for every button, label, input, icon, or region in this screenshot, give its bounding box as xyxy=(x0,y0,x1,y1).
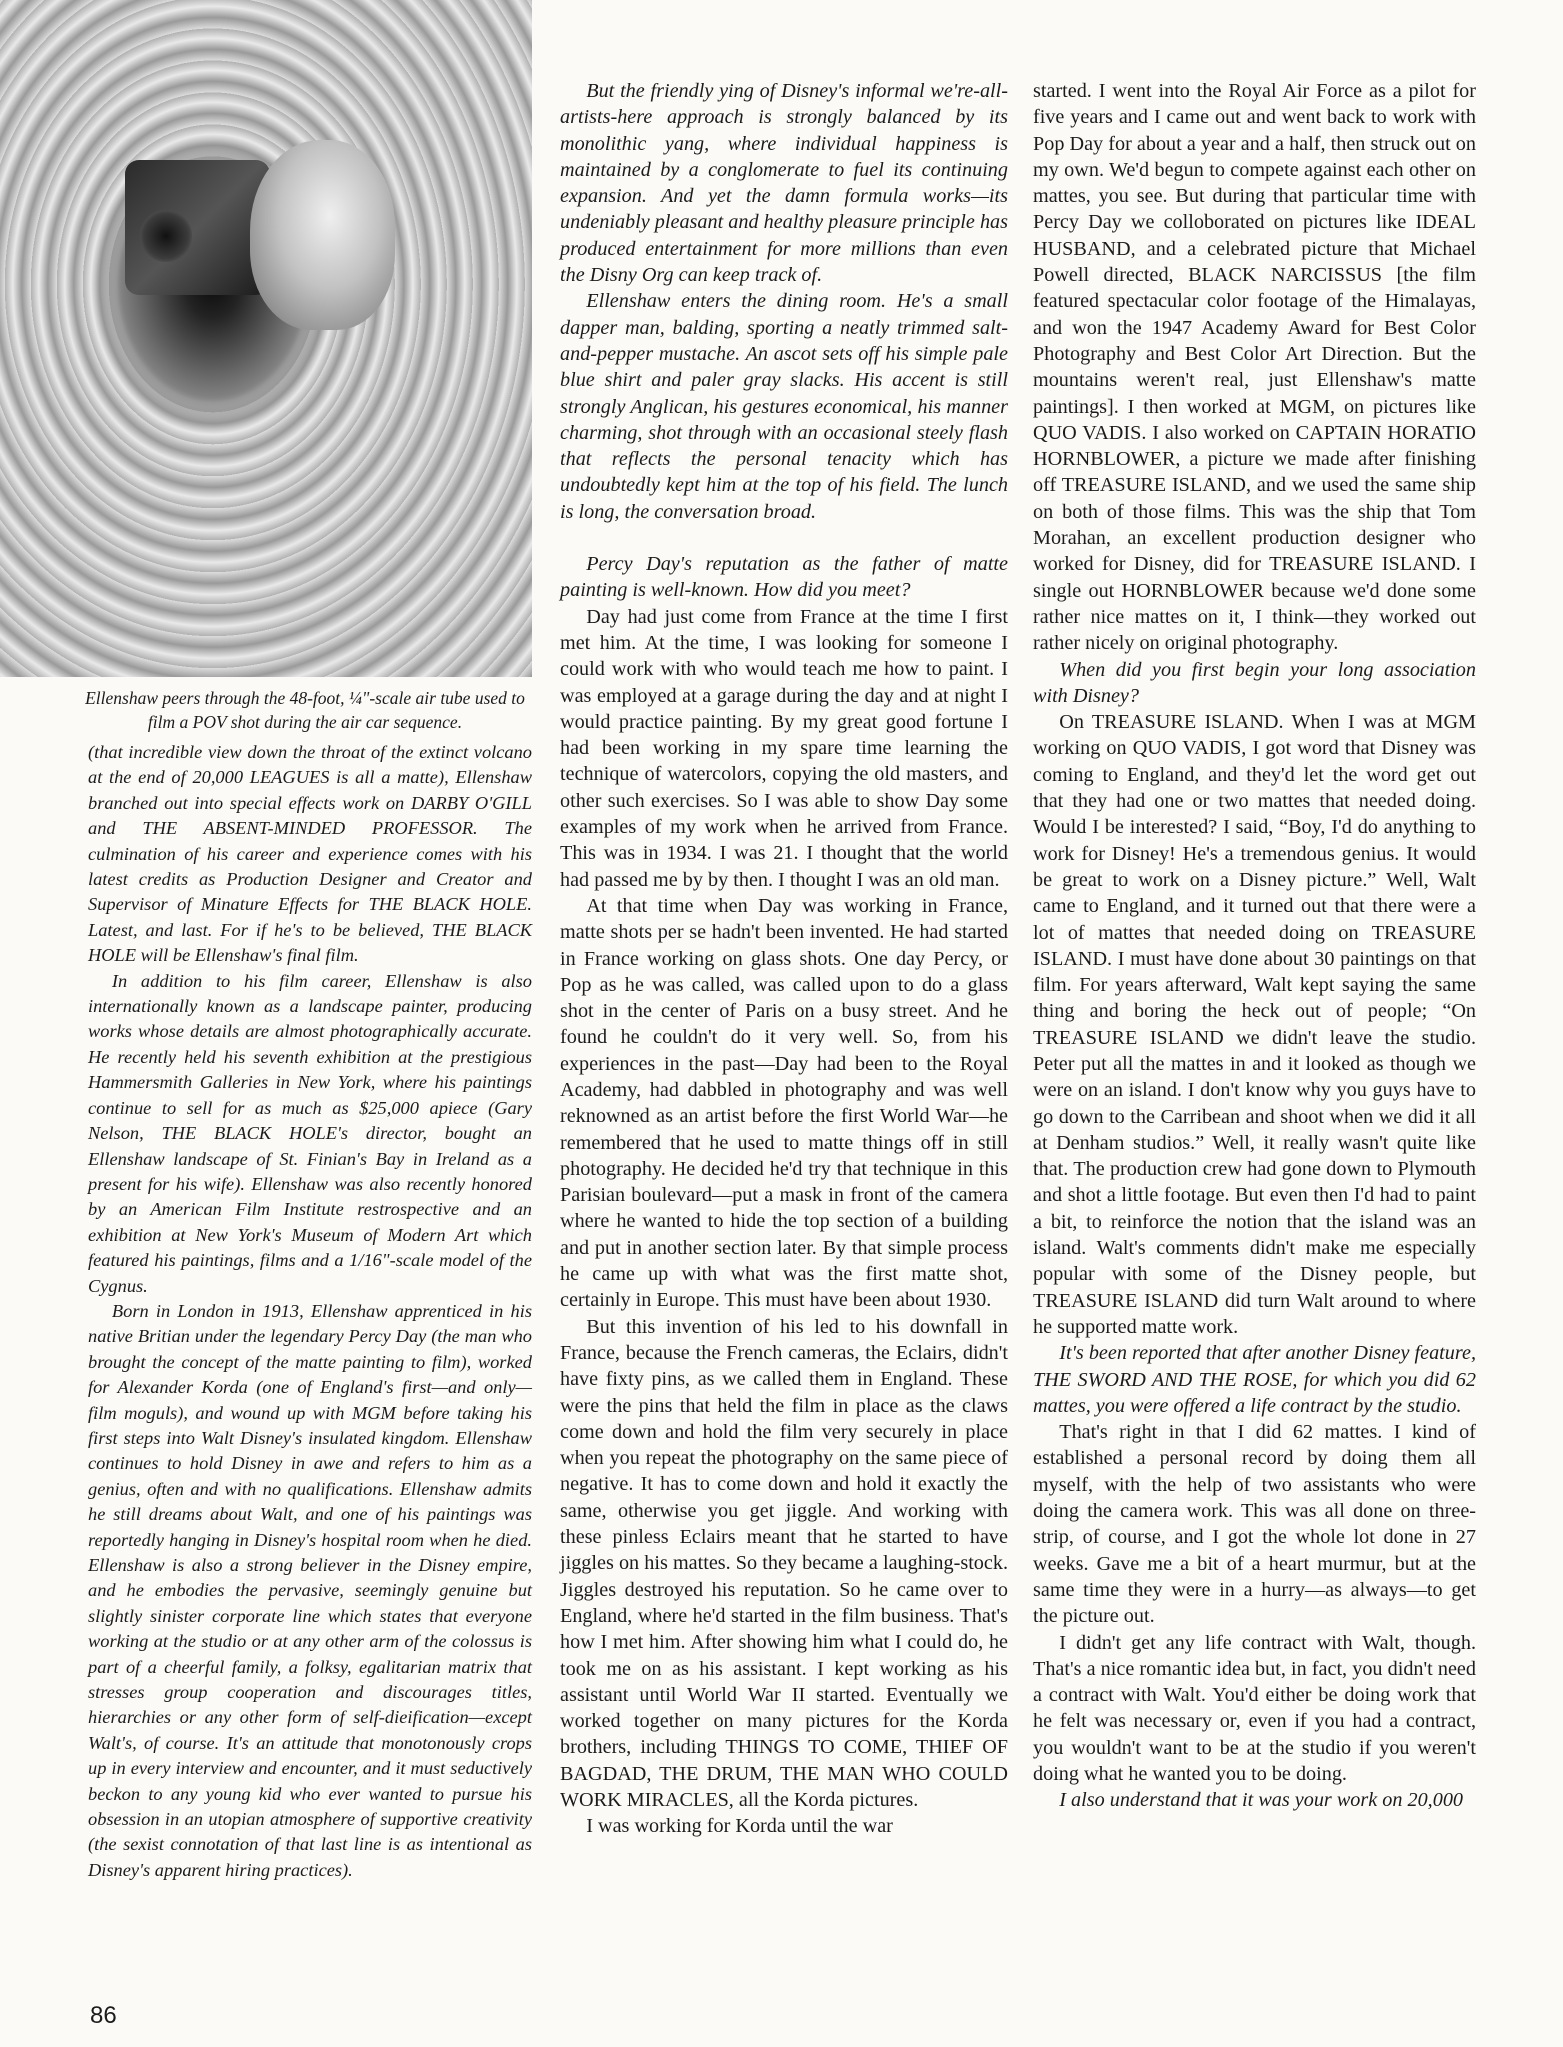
column-2 xyxy=(560,78,1008,1840)
column-3 xyxy=(1033,78,1476,1814)
photo-caption: Ellenshaw peers through the 48-foot, ¼"-scale air tube used to film a POV shot during the air car sequence. xyxy=(85,688,525,732)
interview-question: It's been reported that after another Disney feature, THE SWORD AND THE ROSE, for which you did 62 mattes, you were offered a life contract by the studio. xyxy=(1033,1342,1476,1417)
intro-paragraph: Born in London in 1913, Ellenshaw apprenticed in his native Britian under the legendary Percy Day (the man who brought the concept of the matte painting to film), worked for Alexander Korda (one of England's first—and only—film moguls), and wound up with MGM before taking his first steps into Walt Disney's insulated kingdom. Ellenshaw continues to hold Disney in awe and refers to him as a genius, often and with no qualifications. Ellenshaw admits he still dreams about Walt, and one of his paintings was reportedly hanging in Disney's hospital room when he died. Ellenshaw is also a strong believer in the Disney empire, and he embodies the pervasive, seemingly genuine but slightly sinister corporate line which states that everyone working at the studio or at any other arm of the colossus is part of a cheerful family, a folksy, egalitarian matrix that stresses group cooperation and discourages titles, hierarchies or any other form of self-dieification—except Walt's, of course. It's an attitude that monotonously crops up in every interview and encounter, and it must seductively beckon to any young kid who ever wanted to pursue his obsession in an utopian atmosphere of supportive creativity (the sexist connotation of that last line is as intentional as Disney's apparent hiring practices). xyxy=(88,1300,532,1880)
intro-paragraph: But the friendly ying of Disney's informal we're-all-artists-here approach is strongly balanced by its monolithic yang, where individual happiness is maintained by a conglomerate to fuel its continuing expansion. And yet the damn formula works—its undeniably pleasant and healthy pleasure principle has produced entertainment for more millions than even the Disny Org can keep track of. xyxy=(560,80,1008,287)
interview-question: When did you first begin your long association with Disney? xyxy=(1033,658,1476,707)
air-tube-photo xyxy=(0,0,532,677)
camera-lens xyxy=(140,210,192,262)
interview-answer: But this invention of his led to his downfall in France, because the French cameras, the Eclairs, didn't have fixty pins, as we called them in England. These were the pins that held the film in place as the claws come down and hold the film very securely in place when you repeat the photography on the same piece of negative. It has to come down and hold it exactly the same, otherwise you get jiggle. And working with these pinless Eclairs meant that he started to have jiggles on his mattes. So they became a laughing-stock. Jiggles destroyed his reputation. So he came over to England, where he'd started in the film business. That's how I met him. After showing him what I could do, he took me on as his assistant. I kept working as his assistant until World War II started. Eventually we worked together on many pictures for the Korda brothers, including THINGS TO COME, THIEF OF BAGDAD, THE DRUM, THE MAN WHO COULD WORK MIRACLES, all the Korda pictures. xyxy=(560,1315,1008,1811)
interview-answer: At that time when Day was working in France, matte shots per se hadn't been invented. He had started in France working on glass shots. One day Percy, or Pop as he was called, was called upon to do a glass shot in the center of Paris on a busy street. And he found he couldn't do it very well. So, from his experiences in the past—Day had been to the Royal Academy, had dabbled in photography and was well reknowned as an artist before the first World War—he remembered that he used to matte things off in still photography. He decided he'd try that technique in this Parisian boulevard—put a mask in front of the camera where he wanted to hide the top section of a building and put in another section later. By that simple process he came up with what was the first matte shot, certainly in Europe. This must have been about 1930. xyxy=(560,894,1008,1312)
page-number: 86 xyxy=(90,2002,117,2029)
intro-paragraph: Ellenshaw enters the dining room. He's a small dapper man, balding, sporting a neatly trimmed salt-and-pepper mustache. An ascot sets off his simple pale blue shirt and paler gray slacks. His accent is still strongly Anglican, his gestures economical, his manner charming, shot through with an occasional steely flash that reflects the personal tenacity which has undoubtedly kept him at the top of his field. The lunch is long, the conversation broad. xyxy=(560,290,1008,523)
interview-question: I also understand that it was your work on 20,000 xyxy=(1059,1789,1464,1812)
interview-answer: started. I went into the Royal Air Force as a pilot for five years and I came out and went back to work with Pop Day for about a year and a half, then struck out on my own. We'd begun to compete against each other on mattes, you see. But during that particular time with Percy Day we colloborated on pictures like IDEAL HUSBAND, and a celebrated picture that Michael Powell directed, BLACK NARCISSUS [the film featured spectacular color footage of the Himalayas, and won the 1947 Academy Award for Best Color Photography and Best Color Art Direction. But the mountains weren't real, just Ellenshaw's matte paintings]. I then worked at MGM, on pictures like QUO VADIS. I also worked on CAPTAIN HORATIO HORNBLOWER, a picture we made after finishing off TREASURE ISLAND, and we used the same ship on both of those films. This was the ship that Tom Morahan, an excellent production designer who worked for Disney, did for TREASURE ISLAND. I single out HORNBLOWER because we'd done some rather nice mattes on it, I think—they worked out rather nicely on original photography. xyxy=(1033,80,1476,655)
intro-paragraph: In addition to his film career, Ellenshaw is also internationally known as a landscape painter, producing works whose details are almost photographically accurate. He recently held his seventh exhibition at the prestigious Hammersmith Galleries in New York, where his paintings continue to sell for as much as $25,000 apiece (Gary Nelson, THE BLACK HOLE's director, bought an Ellenshaw landscape of St. Finian's Bay in Ireland as a present for his wife). Ellenshaw was also recently honored by an American Film Institute restrospective and an exhibition at New York's Museum of Modern Art which featured his paintings, films and a 1/16"-scale model of the Cygnus. xyxy=(88,970,532,1296)
ellenshaw-figure xyxy=(250,140,395,330)
column-1 xyxy=(88,740,532,1883)
interview-question: Percy Day's reputation as the father of matte painting is well-known. How did you meet? xyxy=(560,553,1008,602)
interview-answer: That's right in that I did 62 mattes. I kind of established a personal record by doing them all myself, with the help of two assistants who were doing the camera work. This was all done on three-strip, of course, and I got the whole lot done in 27 weeks. Gave me a bit of a heart murmur, but at the same time they were in a hurry—as always—to get the picture out. xyxy=(1033,1421,1476,1628)
interview-answer: On TREASURE ISLAND. When I was at MGM working on QUO VADIS, I got word that Disney was coming to England, and they'd let the word get out that they had one or two mattes that needed doing. Would I be interested? I said, “Boy, I'd do anything to work for Disney! He's a tremendous genius. It would be great to work on a Disney picture.” Well, Walt came to England, and it turned out that there were a lot of mattes that needed doing on TREASURE ISLAND. I must have done about 30 paintings on that film. For years afterward, Walt kept saying the same thing and boring the heck out of people; “On TREASURE ISLAND we didn't leave the studio. Peter put all the mattes in and it looked as though we were on an island. I don't know why you guys have to go down to the Carribean and shoot when we did it all at Denham studios.” Well, it really wasn't quite like that. The production crew had gone down to Plymouth and shot a little footage. But even then I'd had to paint a bit, to reinforce the notion that the island was an island. Walt's comments didn't make me especially popular with some of the Disney people, but TREASURE ISLAND did turn Walt around to where he supported matte work. xyxy=(1033,711,1476,1338)
intro-paragraph: (that incredible view down the throat of the extinct volcano at the end of 20,000 LEAGUES is all a matte), Ellenshaw branched out into special effects work on DARBY O'GILL and THE ABSENT-MINDED PROFESSOR. The culmination of his career and experience comes with his latest credits as Production Designer and Creator and Supervisor of Minature Effects for THE BLACK HOLE. Latest, and last. For if he's to be believed, THE BLACK HOLE will be Ellenshaw's final film. xyxy=(88,742,532,966)
interview-answer: I was working for Korda until the war xyxy=(586,1815,893,1838)
interview-answer: I didn't get any life contract with Walt, though. That's a nice romantic idea but, in fact, you didn't need a contract with Walt. You'd either be doing work that he felt was necessary or, even if you had a contract, you wouldn't want to be at the studio if you weren't doing what he wanted you to be doing. xyxy=(1033,1631,1476,1785)
interview-answer: Day had just come from France at the time I first met him. At the time, I was looking for someone I could work with who would teach me how to paint. I was employed at a garage during the day and at night I would practice painting. By my great good fortune I had been working in my spare time learning the technique of watercolors, copying the old masters, and other such exercises. So I was able to show Day some examples of my work when he arrived from France. This was in 1934. I was 21. I thought that the world had passed me by by then. I thought I was an old man. xyxy=(560,605,1008,891)
